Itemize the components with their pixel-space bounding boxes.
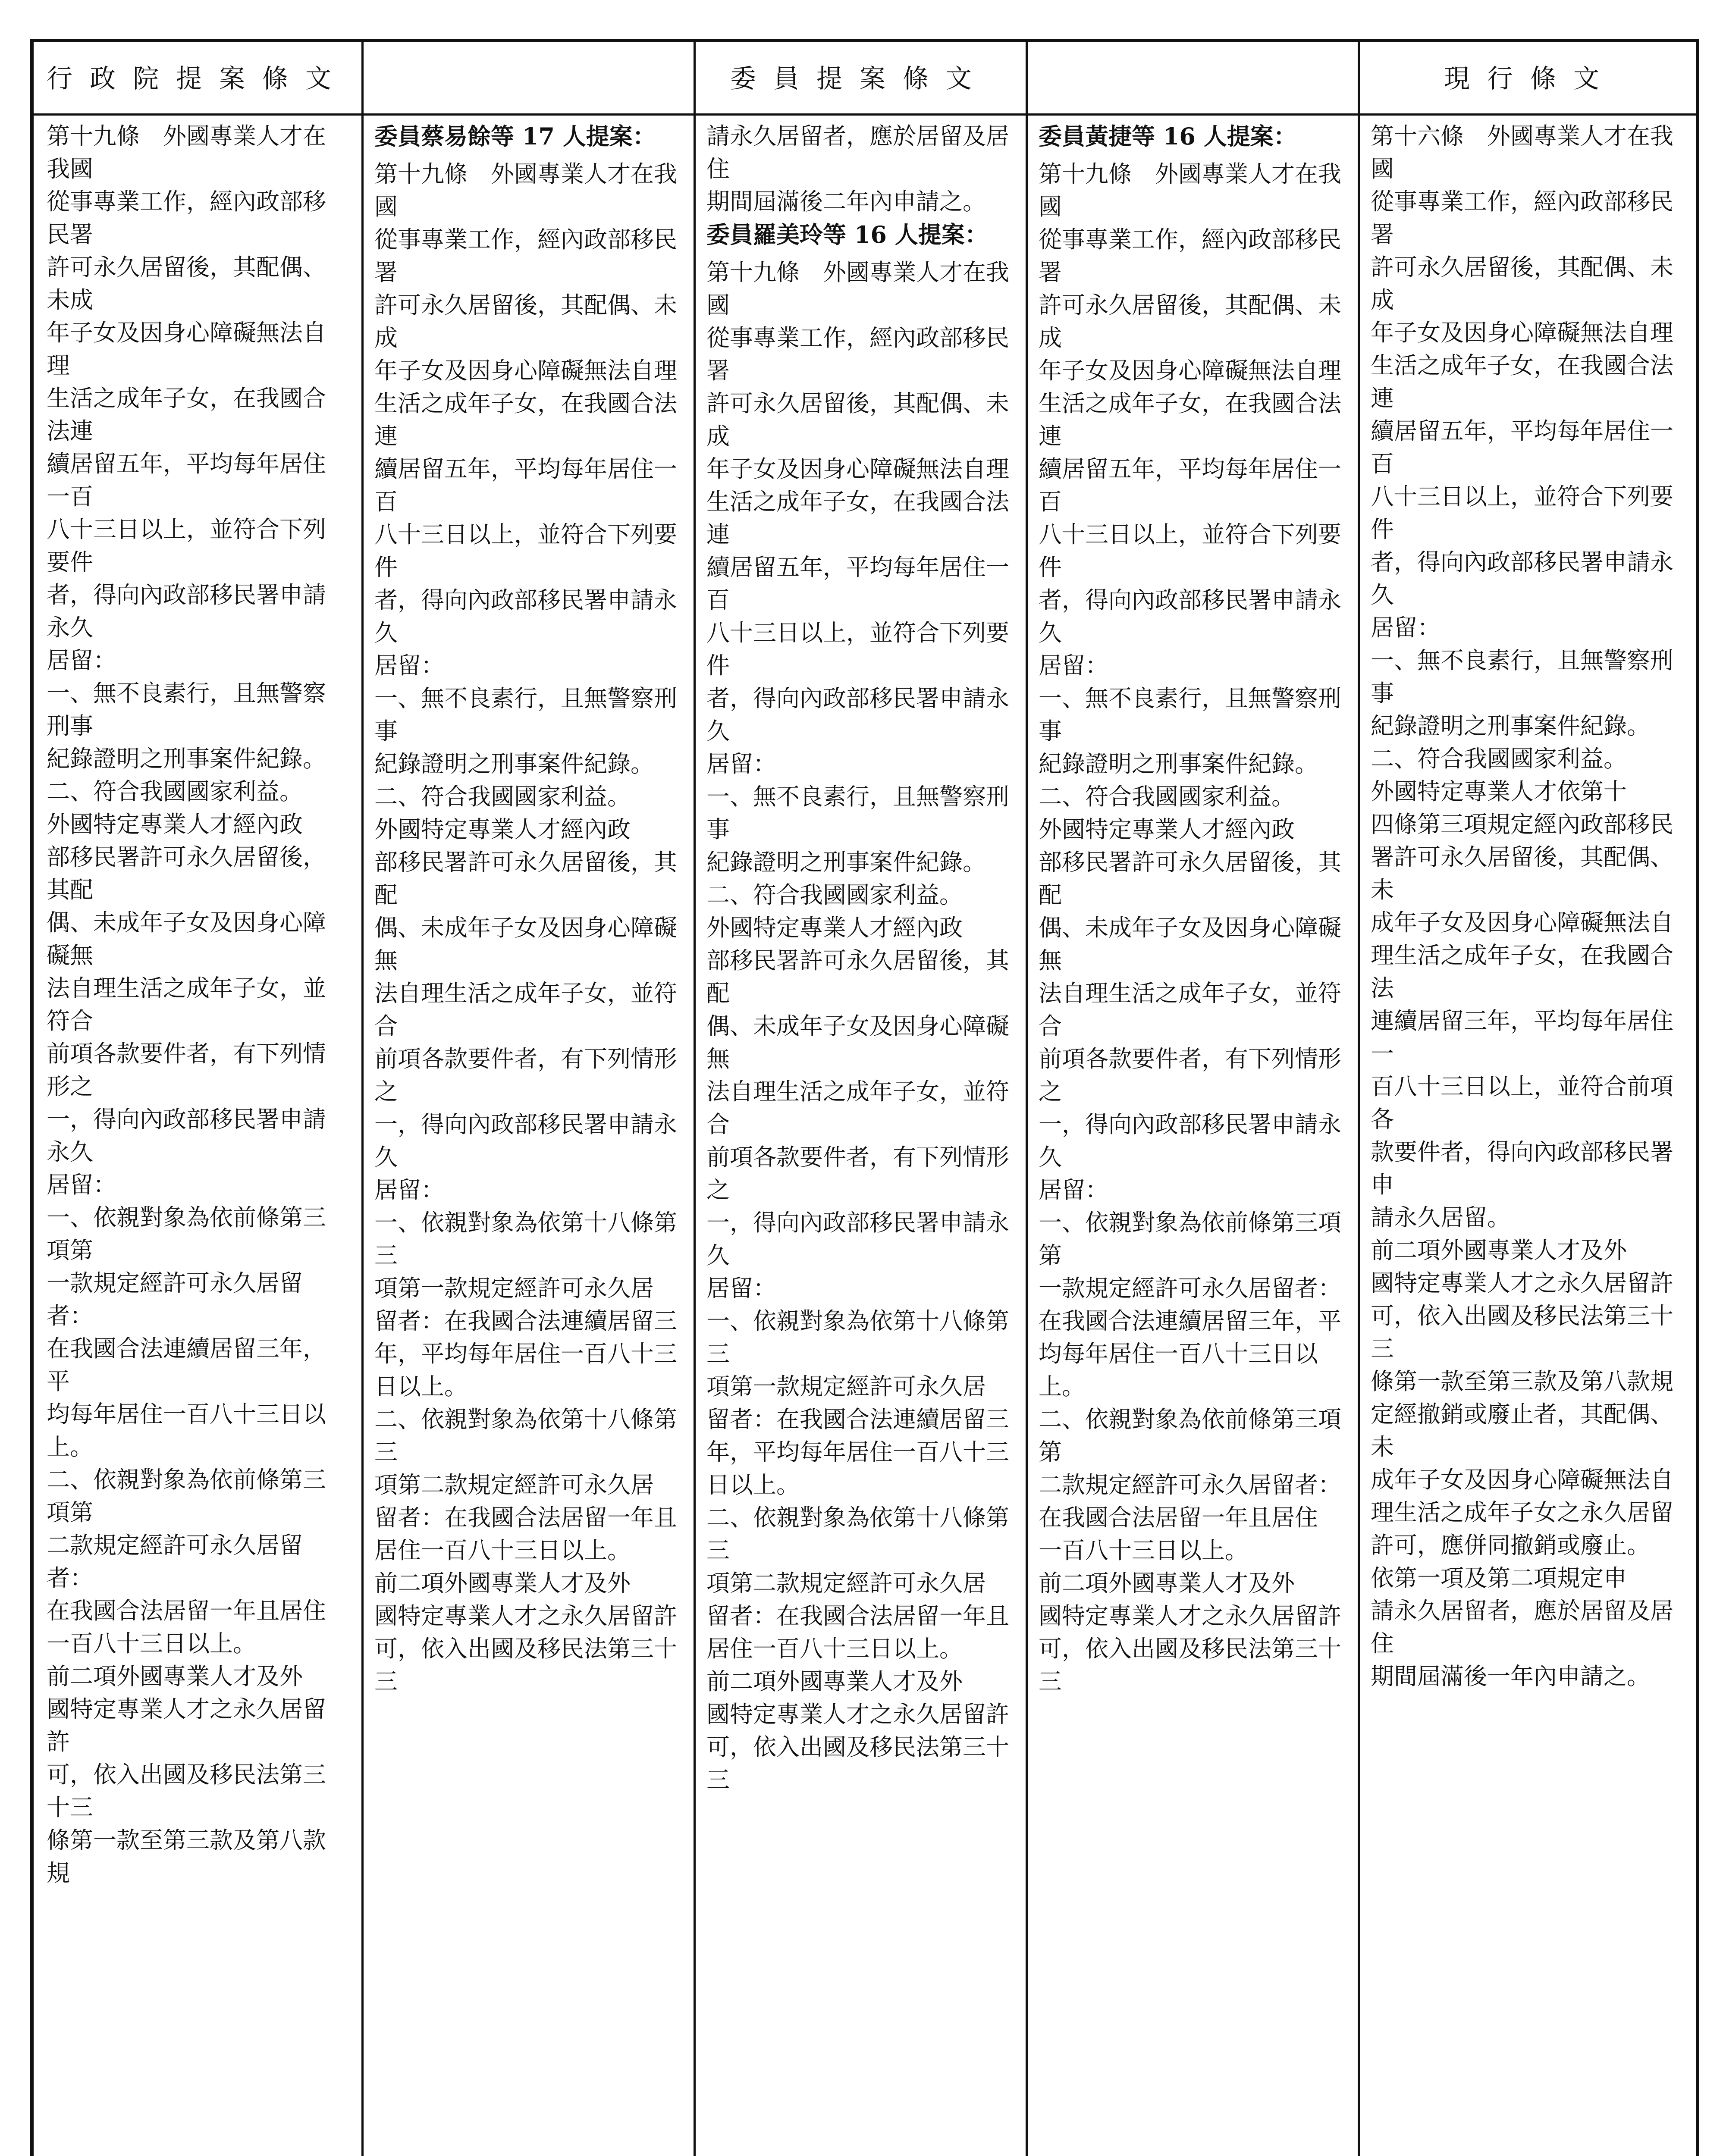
text-line: 八十三日以上，並符合下列要件 <box>47 516 326 576</box>
text-line: 前二項外國專業人才及外 <box>706 1668 963 1695</box>
member-2-lines <box>706 256 1013 1796</box>
text-line: 居住一百八十三日以上。 <box>706 1635 963 1662</box>
text-line: 居留： <box>1371 614 1441 641</box>
text-line: 生活之成年子女，在我國合法連 <box>706 488 1009 548</box>
text-line: 二、依親對象為依第十八條第三 <box>374 1406 677 1466</box>
text-line: 請永久居留者，應於居留及居住 <box>706 122 1009 182</box>
text-line: 一款規定經許可永久居留者： <box>1039 1275 1341 1302</box>
text-line: 居留： <box>1039 652 1108 679</box>
current-lines <box>1371 120 1690 1693</box>
text-line: 年子女及因身心障礙無法自理 <box>706 455 1009 483</box>
text-line: 四條第三項規定經內政部移民 <box>1371 811 1673 838</box>
text-line: 生活之成年子女，在我國合法連 <box>1039 390 1341 450</box>
text-line: 一，得向內政部移民署申請永久 <box>47 1106 326 1166</box>
text-line: 項第二款規定經許可永久居 <box>706 1570 986 1597</box>
text-line: 上。 <box>1039 1373 1085 1400</box>
text-line: 前二項外國專業人才及外 <box>374 1570 631 1597</box>
text-line: 生活之成年子女，在我國合法連 <box>374 390 677 450</box>
text-line: 部移民署許可永久居留後，其配 <box>47 843 326 903</box>
text-line: 在我國合法居留一年且居住 <box>47 1597 326 1624</box>
text-line: 者，得向內政部移民署申請永久 <box>706 685 1009 745</box>
text-line: 在我國合法居留一年且居住 <box>1039 1504 1318 1531</box>
text-line: 可，依入出國及移民法第三十三 <box>374 1635 677 1695</box>
text-line: 前二項外國專業人才及外 <box>47 1663 303 1690</box>
member-2-proposer: 委員羅美玲等 16 人提案： <box>706 221 988 248</box>
text-line: 均每年居住一百八十三日以 <box>1039 1340 1318 1367</box>
text-line: 一、依親對象為依第十八條第三 <box>706 1307 1009 1367</box>
text-line: 續居留五年，平均每年居住一百 <box>374 455 677 515</box>
text-line: 一，得向內政部移民署申請永久 <box>1039 1111 1341 1171</box>
text-line: 許可永久居留後，其配偶、未成 <box>374 291 677 351</box>
text-line: 連續居留三年，平均每年居住一 <box>1371 1007 1673 1067</box>
text-line: 可，依入出國及移民法第三十三 <box>1039 1635 1341 1695</box>
text-line: 在我國合法連續居留三年，平 <box>47 1335 326 1395</box>
text-line: 一、依親對象為依前條第三項第 <box>47 1204 326 1264</box>
text-line: 偶、未成年子女及因身心障礙無 <box>1039 914 1341 974</box>
text-line: 一、無不良素行，且無警察刑事 <box>374 685 677 745</box>
text-line: 者，得向內政部移民署申請永久 <box>374 586 677 646</box>
text-line: 第十九條 外國專業人才在我國 <box>374 160 677 220</box>
text-line: 二、符合我國國家利益。 <box>706 881 963 909</box>
text-line: 居留： <box>47 1171 116 1198</box>
text-line: 日以上。 <box>374 1373 468 1400</box>
text-line: 一，得向內政部移民署申請永久 <box>374 1111 677 1171</box>
text-line: 偶、未成年子女及因身心障礙無 <box>374 914 677 974</box>
text-line: 居留： <box>374 652 444 679</box>
text-line: 上。 <box>47 1433 93 1460</box>
text-line: 第十九條 外國專業人才在我國 <box>706 259 1009 319</box>
text-line: 外國特定專業人才經內政 <box>374 816 631 843</box>
text-line: 一、無不良素行，且無警察刑事 <box>47 680 326 740</box>
executive-column <box>34 120 361 1890</box>
member-1-lines <box>374 158 681 1698</box>
text-line: 許可，應併同撤銷或廢止。 <box>1371 1532 1650 1559</box>
text-line: 續居留五年，平均每年居住一百 <box>47 450 326 510</box>
header-members: 委員提案條文 <box>730 64 989 94</box>
text-line: 續居留五年，平均每年居住一百 <box>1039 455 1341 515</box>
text-line: 日以上。 <box>706 1471 800 1498</box>
text-line: 項第二款規定經許可永久居 <box>374 1471 654 1498</box>
text-line: 條第一款至第三款及第八款規 <box>47 1827 326 1887</box>
text-line: 請永久居留。 <box>1371 1204 1510 1231</box>
text-line: 百八十三日以上，並符合前項各 <box>1371 1073 1673 1133</box>
text-line: 條第一款至第三款及第八款規 <box>1371 1368 1673 1395</box>
text-line: 許可永久居留後，其配偶、未成 <box>47 254 326 313</box>
text-line: 期間屆滿後二年內申請之。 <box>706 188 986 215</box>
text-line: 者，得向內政部移民署申請永久 <box>47 581 326 641</box>
text-line: 許可永久居留後，其配偶、未成 <box>1039 291 1341 351</box>
text-line: 部移民署許可永久居留後，其配 <box>374 849 677 909</box>
text-line: 可，依入出國及移民法第三十三 <box>706 1733 1009 1793</box>
text-line: 二、依親對象為依第十八條第三 <box>706 1504 1009 1564</box>
text-line: 許可永久居留後，其配偶、未成 <box>1371 254 1673 313</box>
text-line: 年子女及因身心障礙無法自理 <box>1371 319 1673 346</box>
text-line: 在我國合法連續居留三年，平 <box>1039 1307 1341 1335</box>
text-line: 外國特定專業人才經內政 <box>1039 816 1295 843</box>
text-line: 偶、未成年子女及因身心障礙無 <box>706 1012 1009 1072</box>
comparison-table <box>30 39 1699 2156</box>
text-line: 從事專業工作，經內政部移民署 <box>1371 188 1673 248</box>
text-line: 前二項外國專業人才及外 <box>1039 1570 1295 1597</box>
current-column <box>1358 120 1703 1693</box>
text-line: 居住一百八十三日以上。 <box>374 1537 631 1564</box>
text-line: 第十九條 外國專業人才在我國 <box>47 122 326 182</box>
text-line: 項第一款規定經許可永久居 <box>706 1373 986 1400</box>
member-1-proposer: 委員蔡易餘等 17 人提案： <box>374 122 656 150</box>
text-line: 可，依入出國及移民法第三十三 <box>1371 1302 1673 1362</box>
text-line: 前項各款要件者，有下列情形之 <box>706 1144 1009 1203</box>
text-line: 從事專業工作，經內政部移民署 <box>374 226 677 286</box>
text-line: 國特定專業人才之永久居留許 <box>374 1602 677 1630</box>
text-line: 外國特定專業人才依第十 <box>1371 778 1627 805</box>
text-line: 一、依親對象為依前條第三項第 <box>1039 1209 1341 1269</box>
text-line: 定經撤銷或廢止者，其配偶、未 <box>1371 1401 1673 1460</box>
text-line: 一百八十三日以上。 <box>1039 1537 1248 1564</box>
text-line: 從事專業工作，經內政部移民署 <box>706 324 1009 384</box>
text-line: 一、無不良素行，且無警察刑事 <box>1371 647 1673 707</box>
text-line: 一、依親對象為依第十八條第三 <box>374 1209 677 1269</box>
header-divider <box>34 113 1696 116</box>
text-line: 從事專業工作，經內政部移民署 <box>47 188 326 248</box>
text-line: 二、符合我國國家利益。 <box>1039 783 1295 810</box>
text-line: 部移民署許可永久居留後，其配 <box>706 947 1009 1007</box>
header-current: 現行條文 <box>1444 64 1616 94</box>
text-line: 均每年居住一百八十三日以 <box>47 1401 326 1428</box>
text-line: 外國特定專業人才經內政 <box>47 811 303 838</box>
member-2-column <box>694 120 1026 1796</box>
text-line: 法自理生活之成年子女，並符合 <box>706 1078 1009 1138</box>
text-line: 國特定專業人才之永久居留許 <box>47 1695 326 1755</box>
text-line: 者，得向內政部移民署申請永久 <box>1371 548 1673 608</box>
text-line: 二款規定經許可永久居留者： <box>47 1532 303 1592</box>
text-line: 二、符合我國國家利益。 <box>374 783 631 810</box>
text-line: 八十三日以上，並符合下列要件 <box>706 619 1009 679</box>
text-line: 一、無不良素行，且無警察刑事 <box>706 783 1009 843</box>
text-line: 前項各款要件者，有下列情形之 <box>47 1040 326 1100</box>
text-line: 從事專業工作，經內政部移民署 <box>1039 226 1341 286</box>
text-line: 前二項外國專業人才及外 <box>1371 1237 1627 1264</box>
text-line: 生活之成年子女，在我國合法連 <box>1371 352 1673 412</box>
text-line: 續居留五年，平均每年居住一百 <box>706 554 1009 614</box>
text-line: 生活之成年子女，在我國合法連 <box>47 385 326 445</box>
text-line: 成年子女及因身心障礙無法自 <box>1371 909 1673 936</box>
text-line: 二、依親對象為依前條第三項第 <box>47 1466 326 1526</box>
member-3-column <box>1026 120 1358 1698</box>
header-executive: 行政院提案條文 <box>47 64 348 94</box>
text-line: 居留： <box>374 1176 444 1203</box>
text-line: 二、符合我國國家利益。 <box>1371 745 1627 772</box>
text-line: 理生活之成年子女之永久居留 <box>1371 1499 1673 1526</box>
text-line: 紀錄證明之刑事案件紀錄。 <box>706 849 986 876</box>
text-line: 可，依入出國及移民法第三十三 <box>47 1761 326 1821</box>
text-line: 第十九條 外國專業人才在我國 <box>1039 160 1341 220</box>
member-1-column <box>361 120 694 1698</box>
text-line: 國特定專業人才之永久居留許 <box>706 1701 1009 1728</box>
text-line: 居留： <box>1039 1176 1108 1203</box>
text-line: 八十三日以上，並符合下列要件 <box>1039 521 1341 581</box>
text-line: 偶、未成年子女及因身心障礙無 <box>47 909 326 969</box>
text-line: 法自理生活之成年子女，並符合 <box>47 975 326 1034</box>
text-line: 期間屆滿後一年內申請之。 <box>1371 1663 1650 1690</box>
text-line: 二款規定經許可永久居留者： <box>1039 1471 1341 1498</box>
member-3-lines <box>1039 158 1345 1698</box>
text-line: 署許可永久居留後，其配偶、未 <box>1371 843 1673 903</box>
text-line: 請永久居留者，應於居留及居住 <box>1371 1597 1673 1657</box>
text-line: 續居留五年，平均每年居住一百 <box>1371 417 1673 477</box>
text-line: 國特定專業人才之永久居留許 <box>1371 1269 1673 1297</box>
text-line: 年子女及因身心障礙無法自理 <box>374 357 677 384</box>
text-line: 項第一款規定經許可永久居 <box>374 1275 654 1302</box>
text-line: 前項各款要件者，有下列情形之 <box>374 1045 677 1105</box>
text-line: 紀錄證明之刑事案件紀錄。 <box>1039 750 1318 777</box>
text-line: 理生活之成年子女，在我國合法 <box>1371 942 1673 1002</box>
text-line: 一、無不良素行，且無警察刑事 <box>1039 685 1341 745</box>
text-line: 一百八十三日以上。 <box>47 1630 256 1657</box>
text-line: 八十三日以上，並符合下列要件 <box>1371 483 1673 543</box>
text-line: 前項各款要件者，有下列情形之 <box>1039 1045 1341 1105</box>
text-line: 居留： <box>47 647 116 674</box>
text-line: 留者：在我國合法居留一年且 <box>374 1504 677 1531</box>
text-line: 紀錄證明之刑事案件紀錄。 <box>1371 712 1650 740</box>
text-line: 年，平均每年居住一百八十三 <box>374 1340 677 1367</box>
text-line: 紀錄證明之刑事案件紀錄。 <box>47 745 326 772</box>
text-line: 者，得向內政部移民署申請永久 <box>1039 586 1341 646</box>
text-line: 留者：在我國合法居留一年且 <box>706 1602 1009 1630</box>
text-line: 八十三日以上，並符合下列要件 <box>374 521 677 581</box>
text-line: 二、符合我國國家利益。 <box>47 778 303 805</box>
text-line: 年，平均每年居住一百八十三 <box>706 1438 1009 1466</box>
text-line: 一款規定經許可永久居留者： <box>47 1269 303 1329</box>
text-line: 留者：在我國合法連續居留三 <box>374 1307 677 1335</box>
text-line: 居留： <box>706 1275 776 1302</box>
text-line: 法自理生活之成年子女，並符合 <box>1039 980 1341 1040</box>
text-line: 紀錄證明之刑事案件紀錄。 <box>374 750 654 777</box>
text-line: 款要件者，得向內政部移民署申 <box>1371 1138 1673 1198</box>
member-2-pre-lines <box>706 120 1013 218</box>
text-line: 年子女及因身心障礙無法自理 <box>47 319 326 379</box>
text-line: 成年子女及因身心障礙無法自 <box>1371 1466 1673 1493</box>
text-line: 部移民署許可永久居留後，其配 <box>1039 849 1341 909</box>
text-line: 一，得向內政部移民署申請永久 <box>706 1209 1009 1269</box>
member-3-proposer: 委員黃捷等 16 人提案： <box>1039 122 1297 150</box>
text-line: 居留： <box>706 750 776 777</box>
text-line: 許可永久居留後，其配偶、未成 <box>706 390 1009 450</box>
text-line: 二、依親對象為依前條第三項第 <box>1039 1406 1341 1466</box>
executive-lines <box>47 120 348 1890</box>
text-line: 依第一項及第二項規定申 <box>1371 1564 1627 1592</box>
text-line: 年子女及因身心障礙無法自理 <box>1039 357 1341 384</box>
text-line: 法自理生活之成年子女，並符合 <box>374 980 677 1040</box>
text-line: 國特定專業人才之永久居留許 <box>1039 1602 1341 1630</box>
text-line: 留者：在我國合法連續居留三 <box>706 1406 1009 1433</box>
text-line: 外國特定專業人才經內政 <box>706 914 963 941</box>
text-line: 第十六條 外國專業人才在我國 <box>1371 122 1673 182</box>
